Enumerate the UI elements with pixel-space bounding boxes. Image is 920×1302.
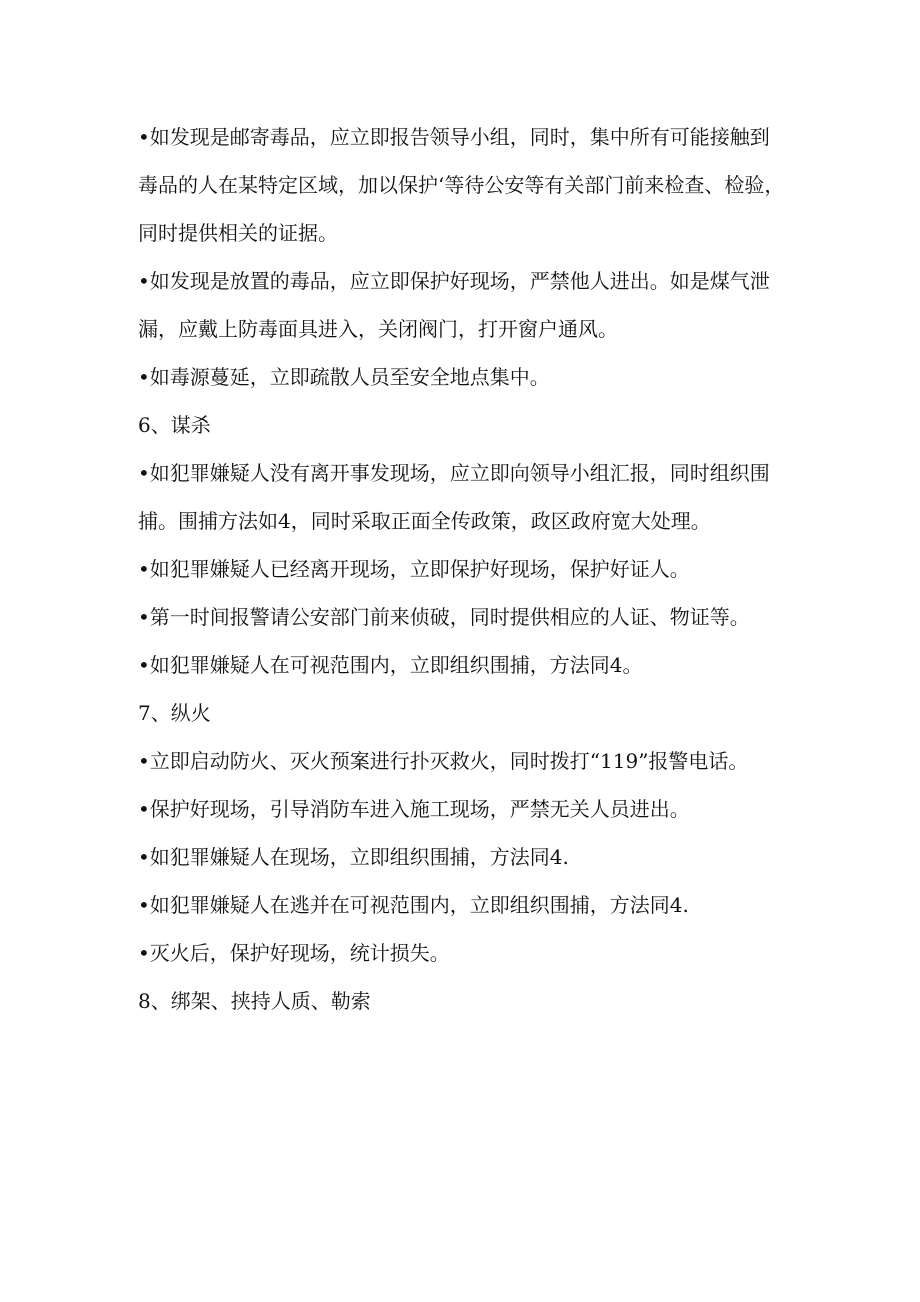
paragraph-poison-spread: •如毒源蔓延，立即疏散人员至安全地点集中。 bbox=[138, 365, 550, 389]
document-body bbox=[138, 113, 788, 1025]
paragraph-guide-firetruck: •保护好现场，引导消防车进入施工现场，严禁无关人员进出。 bbox=[138, 797, 690, 821]
section-heading-murder: 6、谋杀 bbox=[138, 413, 211, 437]
paragraph-placed-poison: •如发现是放置的毒品，应立即保护好现场，严禁他人进出。如是煤气泄漏，应戴上防毒面具进入，关闭阀门，打开窗户通风。 bbox=[138, 269, 770, 341]
paragraph-call-police: •第一时间报警请公安部门前来侦破，同时提供相应的人证、物证等。 bbox=[138, 605, 750, 629]
paragraph-suspect-on-site: •如犯罪嫌疑人没有离开事发现场，应立即向领导小组汇报，同时组织围捕。围捕方法如4，同时采取正面全传政策，政区政府宽大处理。 bbox=[138, 461, 770, 533]
paragraph-arsonist-fleeing: •如犯罪嫌疑人在逃并在可视范围内，立即组织围捕，方法同4. bbox=[138, 893, 689, 917]
paragraph-after-fire: •灭火后，保护好现场，统计损失。 bbox=[138, 941, 450, 965]
paragraph-suspect-visible: •如犯罪嫌疑人在可视范围内，立即组织围捕，方法同4。 bbox=[138, 653, 643, 677]
section-heading-kidnapping: 8、绑架、挟持人质、勒索 bbox=[138, 989, 371, 1013]
paragraph-mail-poison: •如发现是邮寄毒品，应立即报告领导小组，同时，集中所有可能接触到毒品的人在某特定区域，加以保护‘等待公安等有关部门前来检查、检验，同时提供相关的证据。 bbox=[138, 125, 785, 245]
paragraph-fire-plan: •立即启动防火、灭火预案进行扑灭救火，同时拨打“119”报警电话。 bbox=[138, 749, 749, 773]
paragraph-arsonist-on-site: •如犯罪嫌疑人在现场，立即组织围捕，方法同4. bbox=[138, 845, 569, 869]
section-heading-arson: 7、纵火 bbox=[138, 701, 211, 725]
paragraph-suspect-left: •如犯罪嫌疑人已经离开现场，立即保护好现场，保护好证人。 bbox=[138, 557, 690, 581]
